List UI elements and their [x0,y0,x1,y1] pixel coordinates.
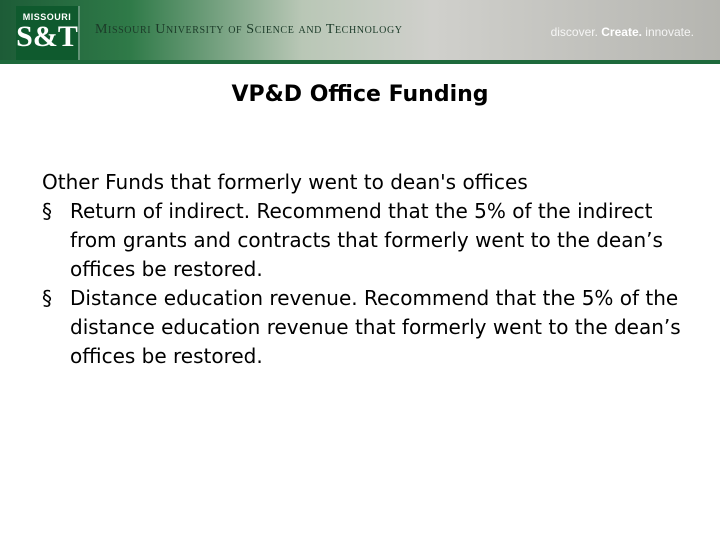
university-logo [16,6,80,60]
bullet-marker-icon: § [42,286,52,310]
tagline-discover: discover. [550,25,598,39]
tagline-create: Create. [601,25,642,39]
bullet-item [42,284,682,371]
bullet-text: Distance education revenue. Recommend that the 5% of the distance education revenue that formerly went to the dean’s offices be restored. [70,286,681,368]
bullet-list [42,197,682,371]
bullet-item [42,197,682,284]
header-banner [0,0,720,64]
tagline-innovate: innovate. [645,25,694,39]
banner-divider [0,60,720,64]
intro-line: Other Funds that formerly went to dean's offices [42,170,528,194]
slide-body [42,168,682,371]
bullet-marker-icon: § [42,199,52,223]
logo-top-text: MISSOURI [22,12,72,22]
slide-title: VP&D Office Funding [231,82,489,107]
bullet-text: Return of indirect. Recommend that the 5% of the indirect from grants and contracts that formerly went to the dean’s offices be restored. [70,199,663,281]
tagline [551,25,694,39]
logo-main-text: S&T [16,20,78,53]
university-name: Missouri University of Science and Technology [95,22,403,37]
